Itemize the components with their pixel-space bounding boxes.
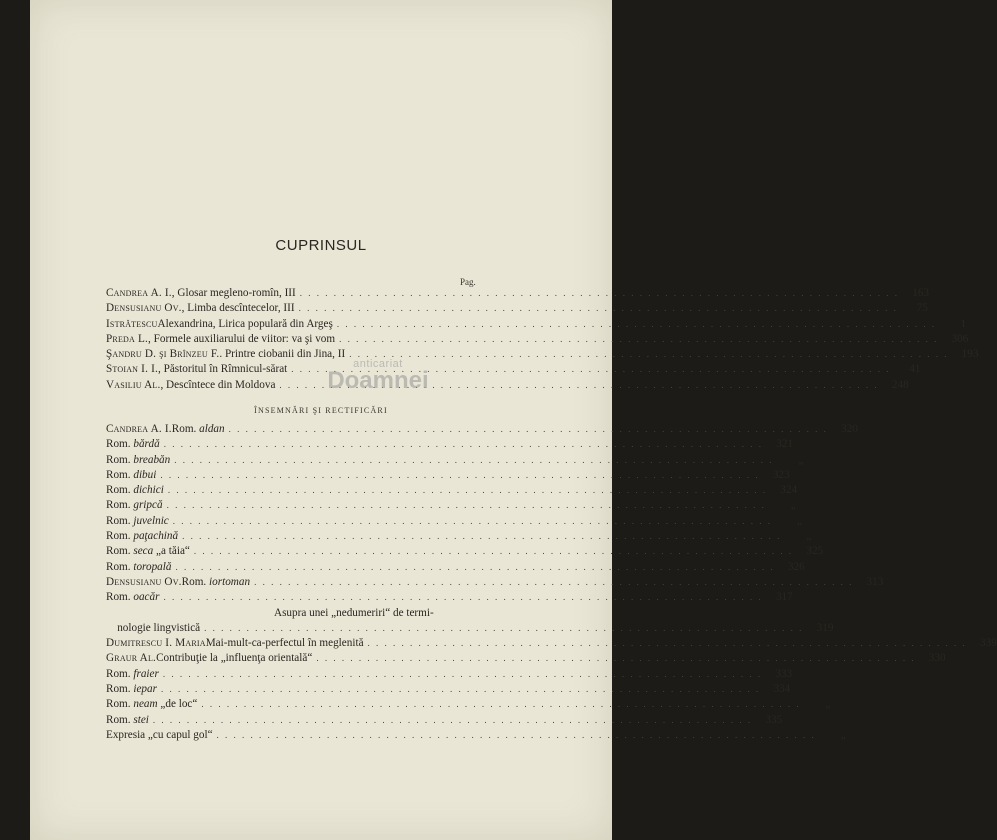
watermark-top: anticariat xyxy=(353,358,403,370)
note-entry xyxy=(106,591,793,603)
note-word: stei xyxy=(133,713,149,726)
note-prefix: Rom. xyxy=(106,591,134,604)
dot-leader xyxy=(161,684,760,694)
dot-leader xyxy=(163,592,762,602)
note-suffix: „a tăia“ xyxy=(153,545,190,558)
note-entry xyxy=(106,561,805,573)
note-entry xyxy=(106,683,790,695)
dot-leader xyxy=(254,577,853,587)
note-suffix: „de loc“ xyxy=(157,698,198,711)
toc-page: 306 xyxy=(951,332,969,345)
note-entry xyxy=(106,729,846,741)
note-entry xyxy=(182,576,884,588)
note-page: 326 xyxy=(787,560,805,573)
note-entry xyxy=(106,714,782,726)
dot-leader xyxy=(194,546,793,556)
toc-title: , Limba descîntecelor, III xyxy=(181,302,295,315)
note-author: Graur Al. xyxy=(106,652,157,665)
note-author: Densusianu Ov. xyxy=(106,575,182,588)
note-word: seca xyxy=(133,545,154,558)
note-text xyxy=(106,469,156,481)
note-row xyxy=(106,560,805,576)
toc-title: . Printre ciobanii din Jina, II xyxy=(219,348,346,361)
dot-leader xyxy=(229,424,828,434)
note-prefix: Rom. xyxy=(106,438,134,451)
note-text xyxy=(106,438,160,450)
toc-row xyxy=(106,317,967,333)
note-page: „ xyxy=(825,698,831,711)
note-entry xyxy=(106,530,811,542)
note-word: bărdă xyxy=(133,438,160,451)
note-prefix: Rom. xyxy=(106,468,134,481)
note-page: 313 xyxy=(866,575,884,588)
dot-leader xyxy=(300,288,899,298)
note-page: „ xyxy=(798,453,804,466)
note-row xyxy=(106,637,997,652)
note-prefix: Rom. xyxy=(106,667,134,680)
note-entry xyxy=(206,637,997,649)
note-prefix: Mai-mult-ca-perfectul în meglenită xyxy=(205,637,364,650)
note-page: 321 xyxy=(776,438,793,451)
note-prefix: Rom. xyxy=(106,514,134,527)
note-text xyxy=(206,637,364,649)
note-prefix: Expresia „cu capul gol“ xyxy=(106,728,213,741)
note-text xyxy=(106,545,190,557)
toc-list xyxy=(106,287,979,394)
note-page: 317 xyxy=(775,591,793,604)
note-row xyxy=(106,667,793,683)
dot-leader xyxy=(160,470,759,480)
note-prefix: nologie lingvistică xyxy=(106,621,201,634)
note-text xyxy=(106,622,200,634)
dot-leader xyxy=(175,562,774,572)
note-word: dibui xyxy=(133,468,157,481)
note-row xyxy=(106,468,790,484)
note-entry xyxy=(106,515,802,527)
toc-title: , Descîntece din Moldova xyxy=(160,378,276,391)
note-page: 325 xyxy=(806,545,824,558)
toc-row xyxy=(106,348,979,363)
watermark xyxy=(318,358,438,392)
toc-title: , Păstoritul în Rîmnicul-sărat xyxy=(158,363,288,376)
note-prefix: Rom. xyxy=(171,423,200,435)
note-page: 334 xyxy=(773,683,791,696)
dot-leader xyxy=(174,455,773,465)
toc-row xyxy=(106,378,909,394)
note-entry xyxy=(106,545,823,557)
dot-leader xyxy=(153,715,752,725)
note-word: iortoman xyxy=(209,575,251,588)
dot-leader xyxy=(217,730,816,740)
dot-leader xyxy=(337,319,936,329)
dot-leader xyxy=(167,500,766,510)
section-subtitle: ÎNSEMNĂRI ŞI RECTIFICĂRI xyxy=(254,406,388,415)
dot-leader xyxy=(299,303,898,313)
note-row xyxy=(106,423,858,438)
note-entry xyxy=(172,423,858,435)
note-text xyxy=(106,698,197,710)
note-text xyxy=(106,454,170,466)
note-prefix: Rom. xyxy=(181,575,210,588)
dot-leader xyxy=(368,638,967,648)
note-row xyxy=(106,683,791,698)
toc-title: , Glosar megleno-romîn, III xyxy=(171,287,296,299)
book-page xyxy=(30,0,997,840)
note-entry xyxy=(106,622,833,634)
note-text xyxy=(274,607,434,619)
note-row xyxy=(106,698,831,713)
note-row xyxy=(106,438,793,453)
note-word: juvelnic xyxy=(133,514,169,527)
page-title: CUPRINSUL xyxy=(275,237,367,254)
note-entry xyxy=(274,607,514,619)
note-text xyxy=(156,652,312,664)
dot-leader xyxy=(168,485,767,495)
note-page: 319 xyxy=(816,621,834,634)
note-page: 323 xyxy=(772,468,790,481)
note-word: dichici xyxy=(133,484,164,497)
note-row xyxy=(106,591,793,606)
toc-author: Densusianu Ov. xyxy=(106,302,182,315)
note-entry xyxy=(106,668,792,680)
note-page: „ xyxy=(806,530,812,543)
note-text xyxy=(106,591,159,603)
note-entry xyxy=(106,438,793,450)
note-prefix: Contribuţie la „influenţa orientală“ xyxy=(156,652,313,665)
dot-leader xyxy=(204,623,803,633)
note-prefix: Rom. xyxy=(106,560,134,573)
notes-list xyxy=(106,423,997,744)
toc-row xyxy=(106,332,969,348)
toc-author: Şandru D. şi Brînzeu F. xyxy=(106,348,220,361)
note-text xyxy=(106,530,178,542)
toc-row xyxy=(106,302,928,317)
note-word: aldan xyxy=(199,423,225,435)
note-word: toropală xyxy=(133,560,172,573)
note-word: breabăn xyxy=(133,453,171,466)
note-word: iepar xyxy=(133,683,157,696)
pag-label: Pag. xyxy=(460,277,476,287)
dot-leader xyxy=(163,669,762,679)
note-prefix: Rom. xyxy=(106,545,134,558)
toc-page: 1 xyxy=(960,317,967,330)
note-word: paţachină xyxy=(133,530,179,543)
note-prefix: Rom. xyxy=(106,698,134,711)
note-page: „ xyxy=(790,499,796,512)
note-prefix: Rom. xyxy=(106,683,134,696)
toc-title: , Formele auxiliarului de viitor: va şi vom xyxy=(148,332,336,345)
dot-leader xyxy=(339,334,938,344)
toc-author: Candrea A. I. xyxy=(106,287,172,299)
toc-author: Istrătescu xyxy=(106,317,158,330)
note-row xyxy=(106,575,884,591)
note-entry xyxy=(106,484,797,496)
dot-leader xyxy=(173,516,772,526)
note-row xyxy=(106,530,812,545)
note-text xyxy=(106,683,157,695)
note-text xyxy=(172,423,225,435)
note-prefix: Rom. xyxy=(106,499,134,512)
toc-row xyxy=(106,363,921,378)
note-text xyxy=(106,499,163,511)
note-page: 330 xyxy=(928,652,946,665)
note-text xyxy=(106,729,213,741)
note-row xyxy=(106,607,514,622)
note-entry xyxy=(106,454,803,466)
dot-leader xyxy=(316,653,915,663)
note-prefix: Rom. xyxy=(106,453,134,466)
note-text xyxy=(106,714,149,726)
note-row xyxy=(106,453,804,469)
note-page: 324 xyxy=(780,484,798,497)
note-page: „ xyxy=(840,728,846,741)
note-text xyxy=(182,576,250,588)
watermark-main: Doamnei xyxy=(327,367,429,394)
note-author: Candrea A. I. xyxy=(106,423,172,435)
note-page: „ xyxy=(797,514,803,527)
toc-author: Vasiliu Al. xyxy=(106,378,161,391)
dot-leader xyxy=(349,349,948,359)
note-row xyxy=(106,728,846,744)
note-row xyxy=(106,499,796,514)
note-word: gripcă xyxy=(133,499,163,512)
note-word: neam xyxy=(133,698,158,711)
note-row xyxy=(106,514,803,530)
note-entry xyxy=(106,499,796,511)
note-prefix: Rom. xyxy=(106,484,134,497)
toc-page: 75 xyxy=(916,302,928,315)
note-text xyxy=(106,668,159,680)
note-row xyxy=(106,545,824,560)
toc-page: 248 xyxy=(891,378,909,391)
note-word: oacăr xyxy=(133,591,160,604)
toc-title: Alexandrina, Lirica populară din Argeş xyxy=(157,317,333,330)
note-text xyxy=(106,561,171,573)
note-text xyxy=(106,515,169,527)
note-entry xyxy=(106,698,831,710)
note-prefix: Rom. xyxy=(106,530,134,543)
note-author: Dumitrescu I. Maria xyxy=(106,637,206,650)
note-page: 320 xyxy=(841,423,858,435)
toc-page: 193 xyxy=(961,348,979,361)
note-entry xyxy=(106,469,790,481)
note-prefix: Rom. xyxy=(106,713,134,726)
dot-leader xyxy=(164,439,763,449)
toc-page: 41 xyxy=(909,363,921,376)
dot-leader xyxy=(201,699,800,709)
note-page: 335 xyxy=(765,713,783,726)
note-text xyxy=(106,484,164,496)
toc-author: Preda L. xyxy=(106,332,149,345)
toc-author: Stoian I. I. xyxy=(106,363,158,376)
note-entry xyxy=(156,652,946,664)
toc-page: 163 xyxy=(912,287,929,299)
note-row xyxy=(106,713,783,729)
note-word: fraier xyxy=(133,667,159,680)
note-page: 333 xyxy=(775,667,793,680)
note-row xyxy=(106,652,946,667)
dot-leader xyxy=(182,531,781,541)
toc-row xyxy=(106,287,929,302)
note-row xyxy=(106,484,798,499)
note-page: 339 xyxy=(980,637,997,650)
note-prefix: Asupra unei „nedumeriri“ de termi- xyxy=(274,606,434,619)
note-row xyxy=(106,621,834,637)
